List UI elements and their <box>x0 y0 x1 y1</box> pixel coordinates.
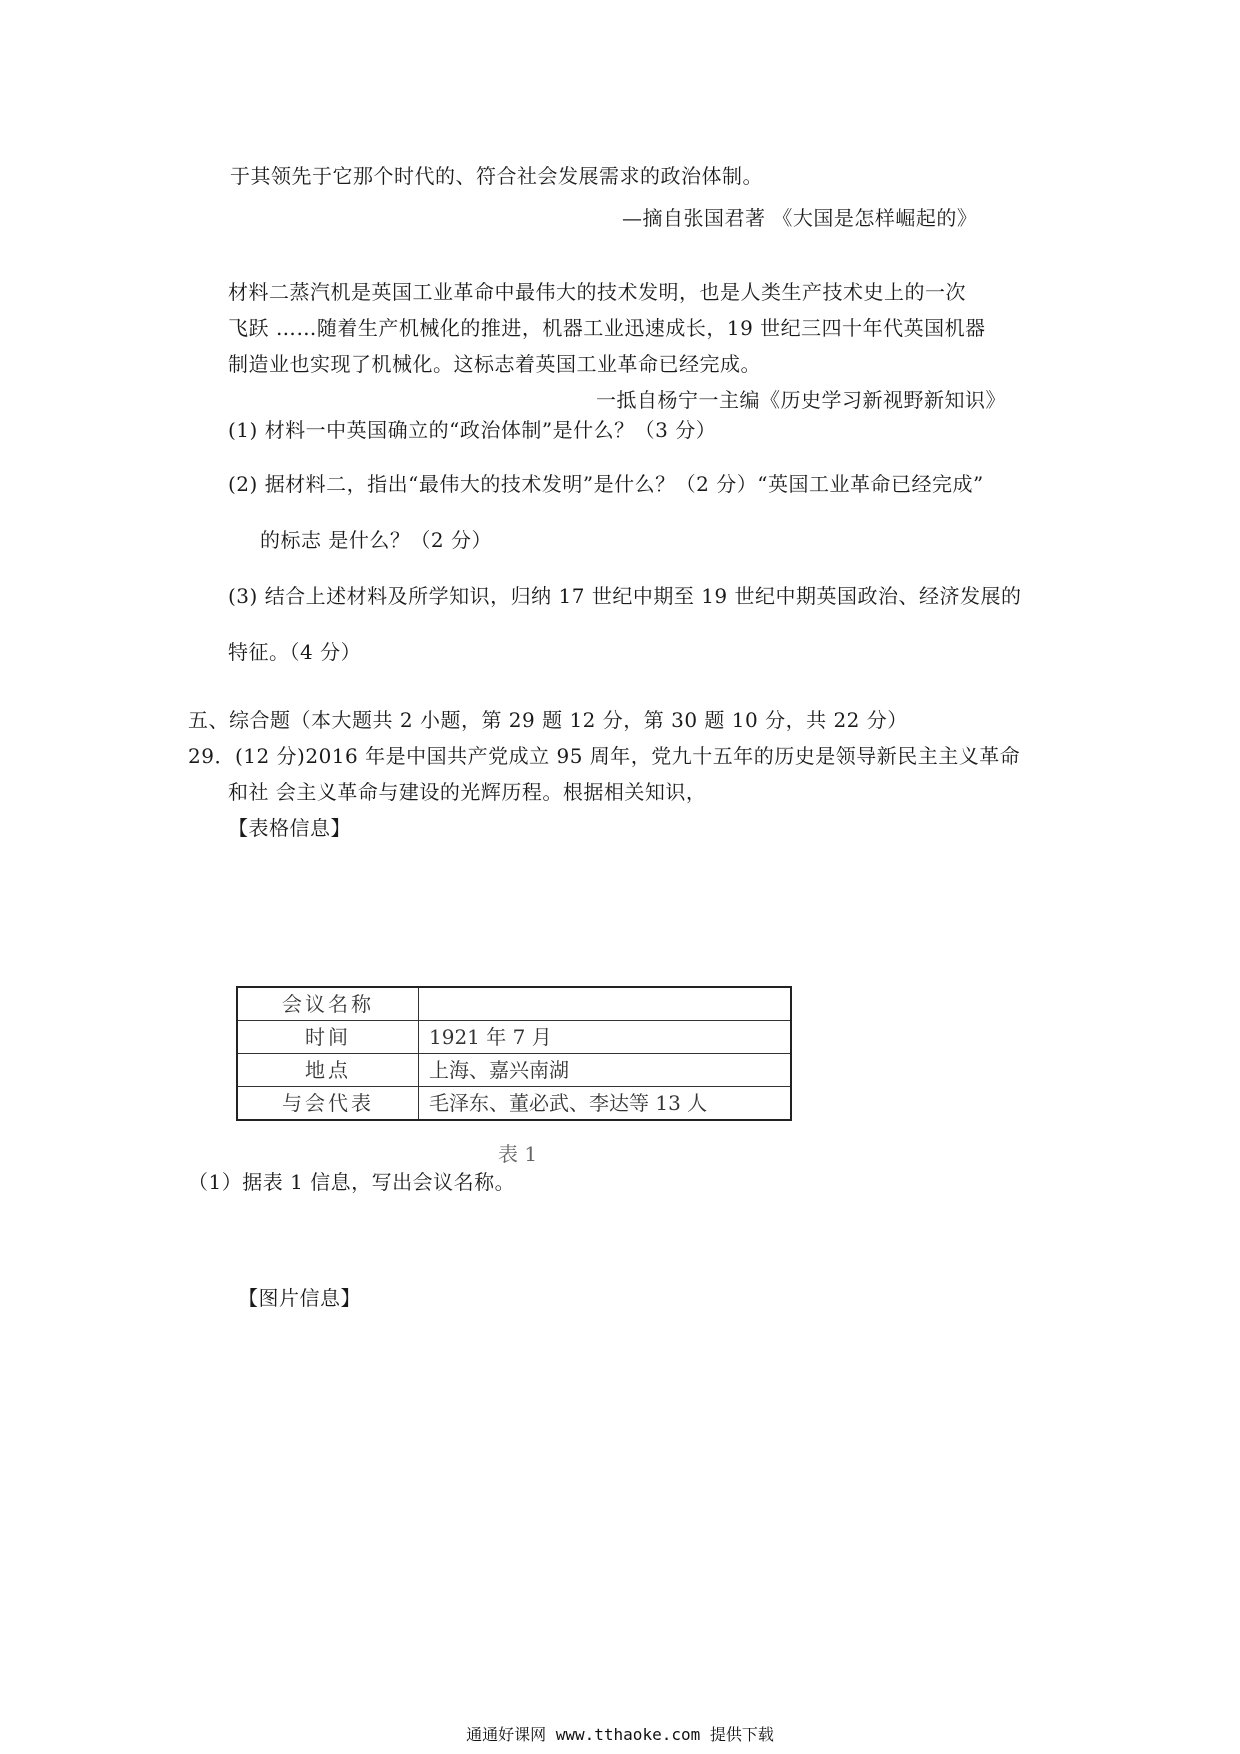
question-29-line2: 和社 会主义革命与建设的光辉历程。根据相关知识， <box>228 780 707 804</box>
table-value-cell <box>419 987 792 1021</box>
section-5-heading: 五、综合题（本大题共 2 小题，第 29 题 12 分，第 30 题 10 分，共 22 分） <box>188 708 908 732</box>
table-row <box>237 987 791 1021</box>
material2-source: 一抵自杨宁一主编《历史学习新视野新知识》 <box>596 388 1006 412</box>
material2-line3: 制造业也实现了机械化。这标志着英国工业革命已经完成。 <box>228 352 761 376</box>
picture-info-label: 【图片信息】 <box>238 1286 361 1310</box>
question-2-line2: 的标志 是什么？（2 分） <box>260 528 492 552</box>
question-2-line1: (2) 据材料二，指出“最伟大的技术发明”是什么？（2 分）“英国工业革命已经完成” <box>228 472 984 496</box>
sub-question-1: （1）据表 1 信息，写出会议名称。 <box>188 1170 516 1194</box>
table-key-cell: 地点 <box>237 1054 419 1087</box>
table-row <box>237 1087 791 1121</box>
table-value-cell: 毛泽东、董必武、李达等 13 人 <box>419 1087 792 1121</box>
question-3-line1: (3) 结合上述材料及所学知识，归纳 17 世纪中期至 19 世纪中期英国政治、经济发展的 <box>228 584 1022 608</box>
table-info-label: 【表格信息】 <box>228 816 351 840</box>
page-footer: 通通好课网 www.tthaoke.com 提供下载 <box>466 1725 774 1744</box>
table-row <box>237 1021 791 1054</box>
table-key-cell: 时间 <box>237 1021 419 1054</box>
question-1: (1) 材料一中英国确立的“政治体制”是什么？（3 分） <box>228 418 717 442</box>
material2-line1: 材料二蒸汽机是英国工业革命中最伟大的技术发明，也是人类生产技术史上的一次 <box>228 280 966 304</box>
meeting-info-table <box>236 986 792 1121</box>
question-3-line2: 特征。（4 分） <box>228 640 362 664</box>
table-value-cell: 上海、嘉兴南湖 <box>419 1054 792 1087</box>
table-key-cell: 会议名称 <box>237 987 419 1021</box>
material1-source: —摘自张国君著 《大国是怎样崛起的》 <box>622 206 978 230</box>
question-29-line1: 29．(12 分)2016 年是中国共产党成立 95 周年，党九十五年的历史是领导新民主主义革命 <box>188 744 1021 768</box>
material1-tail: 于其领先于它那个时代的、符合社会发展需求的政治体制。 <box>230 164 763 188</box>
material2-line2: 飞跃 ……随着生产机械化的推进，机器工业迅速成长，19 世纪三四十年代英国机器 <box>228 316 986 340</box>
table-key-cell: 与会代表 <box>237 1087 419 1121</box>
table-row <box>237 1054 791 1087</box>
table-value-cell: 1921 年 7 月 <box>419 1021 792 1054</box>
table-caption: 表 1 <box>498 1142 538 1166</box>
